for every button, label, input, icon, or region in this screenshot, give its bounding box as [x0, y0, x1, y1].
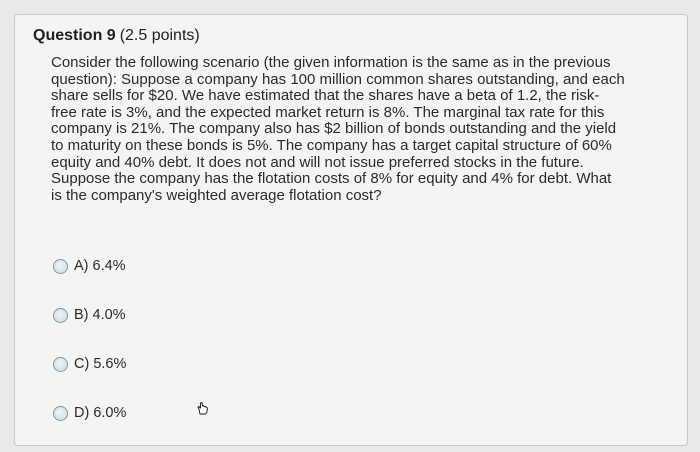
radio-button-icon[interactable] — [53, 406, 68, 421]
question-heading — [33, 26, 200, 46]
question-line: free rate is 3%, and the expected market return is 8%. The marginal tax rate for this — [51, 103, 605, 121]
option-label: C) 5.6% — [74, 356, 127, 372]
question-line: equity and 40% debt. It does not and will not issue preferred stocks in the future. — [51, 153, 584, 171]
option-label: B) 4.0% — [74, 307, 126, 323]
question-line: Consider the following scenario (the given information is the same as in the previous — [51, 54, 611, 71]
question-line: share sells for $20. We have estimated that the shares have a beta of 1.2, the risk- — [51, 87, 600, 105]
question-line: Suppose the company has the flotation costs of 8% for equity and 4% for debt. What — [51, 170, 612, 188]
question-card — [14, 14, 688, 446]
option-b[interactable] — [53, 304, 253, 326]
question-points: (2.5 points) — [119, 27, 200, 44]
option-c[interactable] — [53, 353, 253, 375]
question-line: is the company's weighted average flotation cost? — [51, 186, 382, 204]
option-label: A) 6.4% — [74, 258, 126, 274]
radio-button-icon[interactable] — [53, 308, 68, 323]
hand-pointer-icon — [196, 401, 210, 415]
option-a[interactable] — [53, 255, 253, 277]
option-label: D) 6.0% — [74, 405, 127, 421]
question-line: to maturity on these bonds is 5%. The company has a target capital structure of 60% — [51, 136, 612, 154]
question-number: Question 9 — [33, 27, 116, 44]
radio-button-icon[interactable] — [53, 259, 68, 274]
question-line: company is 21%. The company also has $2 billion of bonds outstanding and the yield — [51, 120, 617, 138]
question-text — [51, 55, 651, 204]
radio-button-icon[interactable] — [53, 357, 68, 372]
option-d[interactable] — [53, 402, 253, 424]
question-line: question): Suppose a company has 100 million common shares outstanding, and each — [51, 70, 625, 88]
